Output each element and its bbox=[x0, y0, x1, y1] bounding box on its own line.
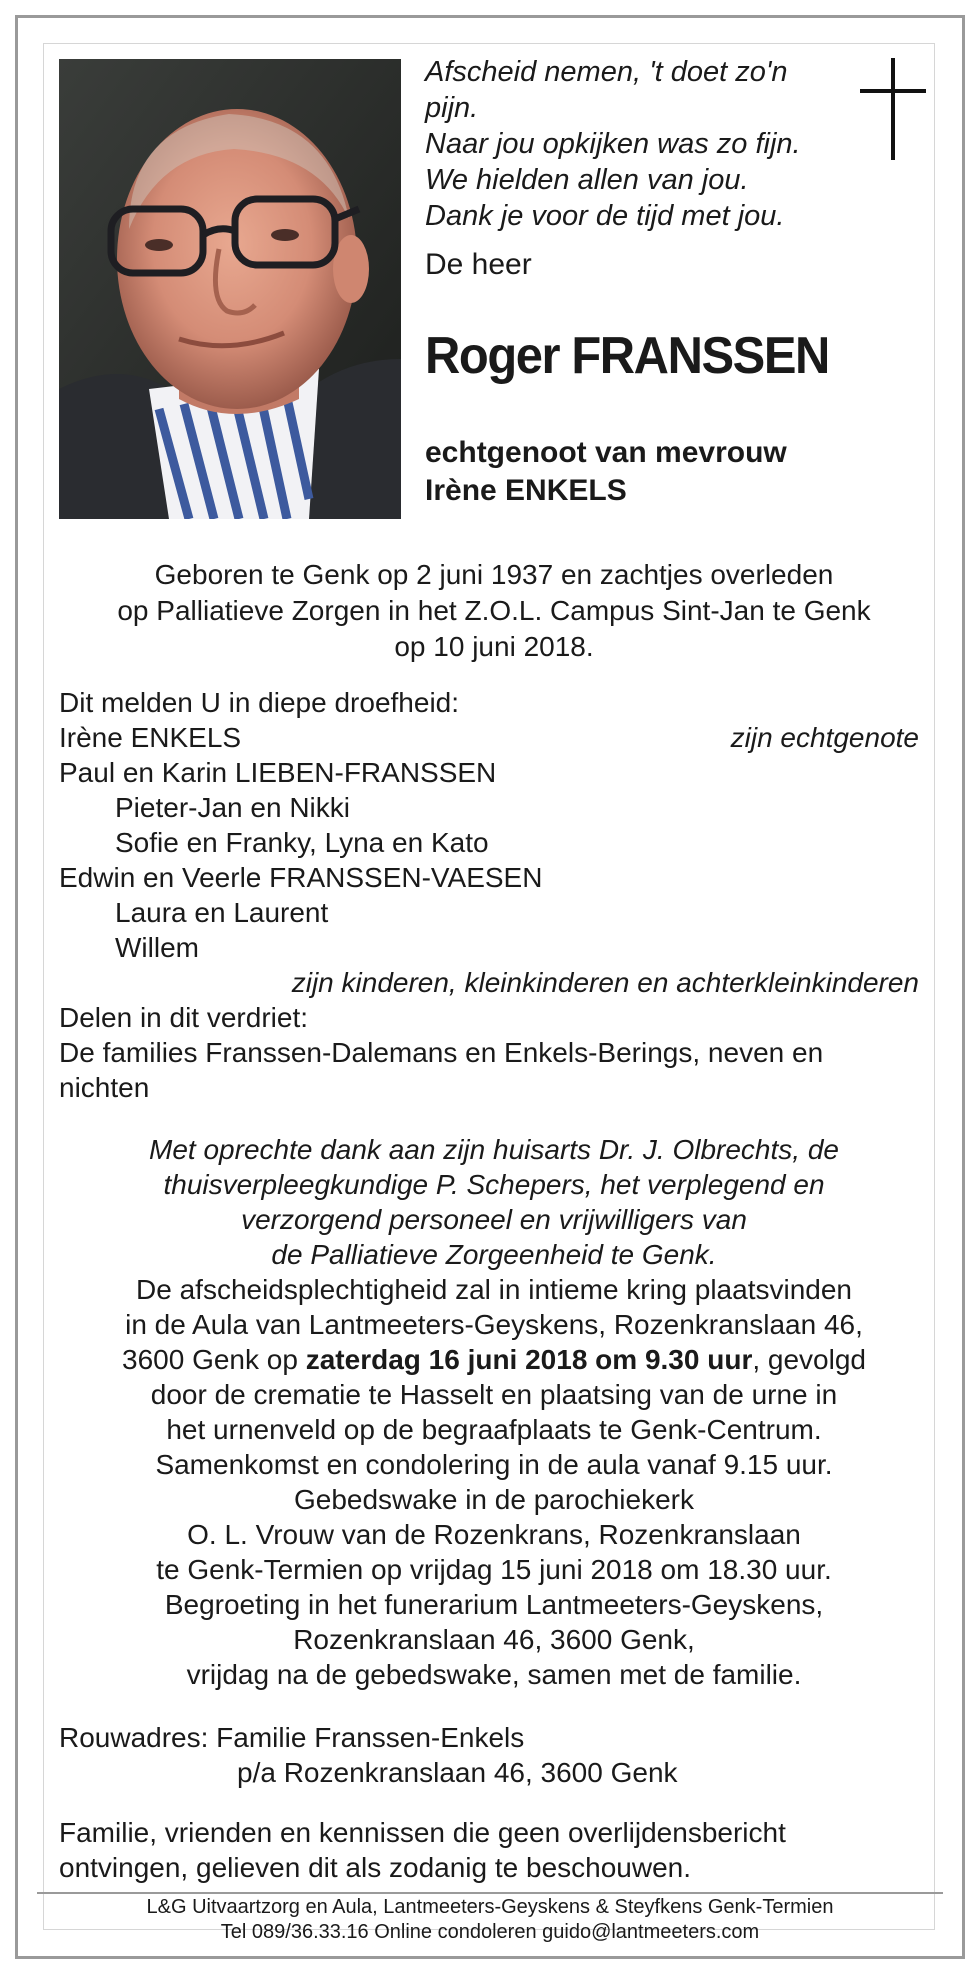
ceremony-line: O. L. Vrouw van de Rozenkrans, Rozenkranslaan bbox=[187, 1519, 801, 1550]
poem-line: We hielden allen van jou. bbox=[425, 164, 749, 196]
family-spouse-role: zijn echtgenote bbox=[730, 722, 919, 753]
family-member: Edwin en Veerle FRANSSEN-VAESEN bbox=[59, 862, 543, 893]
ceremony-line: De afscheidsplechtigheid zal in intieme kring plaatsvinden bbox=[136, 1274, 852, 1305]
family-member: Sofie en Franky, Lyna en Kato bbox=[115, 827, 489, 858]
cross-icon bbox=[860, 58, 926, 160]
family-spouse-name: Irène ENKELS bbox=[59, 722, 242, 753]
mourning-address-line-2: p/a Rozenkranslaan 46, 3600 Genk bbox=[237, 1757, 678, 1788]
ceremony-date-prefix: 3600 Genk op bbox=[122, 1344, 306, 1375]
thanks-line: verzorgend personeel en vrijwilligers van bbox=[241, 1204, 747, 1235]
ceremony-line: te Genk-Termien op vrijdag 15 juni 2018 om 18.30 uur. bbox=[156, 1554, 832, 1585]
thanks-line: thuisverpleegkundige P. Schepers, het verplegend en bbox=[163, 1169, 825, 1200]
family-list bbox=[59, 685, 919, 1105]
ceremony-line: het urnenveld op de begraafplaats te Genk-Centrum. bbox=[166, 1414, 822, 1445]
footer-line-2: Tel 089/36.33.16 Online condoleren guido@lantmeeters.com bbox=[220, 1921, 760, 1943]
ceremony-line: Gebedswake in de parochiekerk bbox=[293, 1484, 694, 1515]
thanks-line: Met oprechte dank aan zijn huisarts Dr. J. Olbrechts, de bbox=[149, 1134, 839, 1165]
family-extended: De families Franssen-Dalemans en Enkels-Berings, neven en nichten bbox=[59, 1037, 824, 1103]
portrait-photo bbox=[59, 59, 401, 519]
mourning-address-line-1: Rouwadres: Familie Franssen-Enkels bbox=[59, 1722, 525, 1753]
family-member: Paul en Karin LIEBEN-FRANSSEN bbox=[59, 757, 497, 788]
birth-death-line: op 10 juni 2018. bbox=[394, 631, 594, 662]
poem-line: Afscheid nemen, 't doet zo'n bbox=[425, 56, 788, 88]
ceremony-line: Samenkomst en condolering in de aula vanaf 9.15 uur. bbox=[155, 1449, 833, 1480]
family-share-intro: Delen in dit verdriet: bbox=[59, 1002, 309, 1033]
ceremony-line: vrijdag na de gebedswake, samen met de familie. bbox=[186, 1659, 802, 1690]
spouse-block bbox=[425, 434, 787, 510]
poem-line: pijn. bbox=[425, 92, 479, 124]
thanks-and-ceremony bbox=[59, 1132, 929, 1692]
poem-line: Naar jou opkijken was zo fijn. bbox=[425, 128, 801, 160]
footer-divider bbox=[37, 1892, 943, 1894]
family-spouse-row bbox=[59, 720, 919, 755]
birth-death-line: op Palliatieve Zorgen in het Z.O.L. Campus Sint-Jan te Genk bbox=[117, 595, 871, 626]
ceremony-line: Rozenkranslaan 46, 3600 Genk, bbox=[293, 1624, 695, 1655]
poem-line: Dank je voor de tijd met jou. bbox=[425, 200, 785, 232]
ceremony-date: zaterdag 16 juni 2018 om 9.30 uur bbox=[305, 1344, 753, 1375]
family-intro: Dit melden U in diepe droefheid: bbox=[59, 687, 460, 718]
family-member: Pieter-Jan en Nikki bbox=[115, 792, 350, 823]
spouse-line-2: Irène ENKELS bbox=[425, 474, 627, 507]
family-members-role: zijn kinderen, kleinkinderen en achterkleinkinderen bbox=[291, 967, 919, 998]
deceased-name: Roger FRANSSEN bbox=[425, 327, 829, 385]
notice-note bbox=[59, 1815, 786, 1885]
ceremony-line: Begroeting in het funerarium Lantmeeters-Geyskens, bbox=[164, 1589, 824, 1620]
mourning-address bbox=[59, 1720, 678, 1790]
salutation: De heer bbox=[425, 248, 532, 281]
spouse-line-1: echtgenoot van mevrouw bbox=[425, 436, 787, 469]
ceremony-line: door de crematie te Hasselt en plaatsing van de urne in bbox=[150, 1379, 838, 1410]
note-line: ontvingen, gelieven dit als zodanig te beschouwen. bbox=[59, 1852, 691, 1883]
family-member: Willem bbox=[115, 932, 199, 963]
footer bbox=[37, 1895, 943, 1945]
birth-death-line: Geboren te Genk op 2 juni 1937 en zachtjes overleden bbox=[154, 559, 834, 590]
birth-death-text bbox=[59, 557, 929, 665]
footer-line-1: L&G Uitvaartzorg en Aula, Lantmeeters-Geyskens & Steyfkens Genk-Termien bbox=[146, 1896, 834, 1918]
ceremony-date-line bbox=[59, 1342, 929, 1377]
poem bbox=[425, 54, 855, 234]
thanks-line: de Palliatieve Zorgeenheid te Genk. bbox=[271, 1239, 717, 1270]
note-line: Familie, vrienden en kennissen die geen overlijdensbericht bbox=[59, 1817, 786, 1848]
ceremony-date-suffix: , gevolgd bbox=[752, 1344, 866, 1375]
family-member: Laura en Laurent bbox=[115, 897, 329, 928]
ceremony-line: in de Aula van Lantmeeters-Geyskens, Rozenkranslaan 46, bbox=[125, 1309, 863, 1340]
